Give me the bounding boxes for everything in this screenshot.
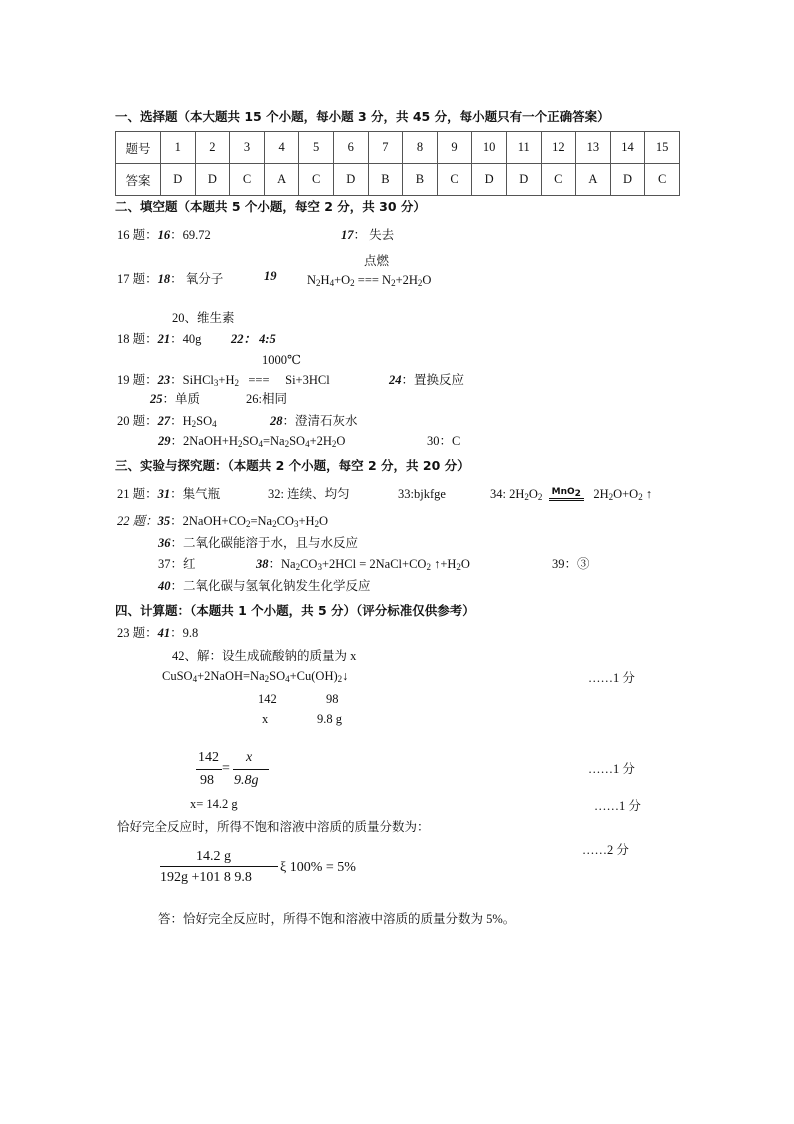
blank-29-answer: ：$2NaOH+H_2SO_4=Na_2SO_4+2H_2O$ xyxy=(170,434,346,449)
frac-numerator-x: x xyxy=(246,750,253,765)
blank-20: 20、维生素 xyxy=(172,311,235,325)
solution-intro: 42、解：设生成硫酸钠的质量为 x xyxy=(172,649,357,663)
blank-22-answer: ： 4:5 xyxy=(243,332,276,346)
score-1: ……1 分 xyxy=(588,671,635,685)
blank-17-answer: ： 失去 xyxy=(353,228,395,242)
q22-label: 22 题： xyxy=(117,514,158,528)
blank-41-answer: ：9.8 xyxy=(170,626,199,640)
blank-34: 34: $2H_2O_2$ MnO$_2$ $2H_2O+O_2$ ↑ xyxy=(490,487,653,502)
answer-cell: C xyxy=(299,164,334,196)
section1-title: 一、选择题（本大题共 15 个小题，每小题 3 分，共 45 分，每小题只有一个正确答案） xyxy=(115,109,610,124)
q19-label: 19 题： xyxy=(117,373,158,387)
q20-label: 20 题： xyxy=(117,414,158,428)
answer-cell: D xyxy=(610,164,645,196)
blank-26: 26:相同 xyxy=(246,392,287,406)
question-number-cell: 2 xyxy=(195,132,230,164)
x-value: x= 14.2 g xyxy=(190,797,238,811)
blank-22 xyxy=(231,333,276,346)
blank-35-number: 35 xyxy=(157,514,171,528)
blank-29 xyxy=(158,435,345,448)
score-3: ……1 分 xyxy=(594,799,641,813)
fraction-bar-right xyxy=(233,769,269,770)
blank-39: 39：③ xyxy=(552,557,590,571)
blank-27-number: 27 xyxy=(157,414,171,428)
question-number-cell: 15 xyxy=(645,132,680,164)
frac-denominator-98: 98 xyxy=(200,773,214,788)
mass-142: 142 xyxy=(258,692,277,706)
blank-40 xyxy=(158,580,371,593)
table-row xyxy=(116,132,680,164)
frac-numerator-142: 142 xyxy=(198,750,219,765)
answer-cell: D xyxy=(195,164,230,196)
mass-9-8g: 9.8 g xyxy=(317,712,342,726)
q16-label: 16 题： xyxy=(117,228,158,242)
blank-18-answer: ： 氧分子 xyxy=(170,272,224,286)
table-row xyxy=(116,164,680,196)
blank-30: 30：C xyxy=(427,434,461,448)
answer-cell: D xyxy=(506,164,541,196)
blank-23-number: 23 xyxy=(157,373,171,387)
blank-21-number: 21 xyxy=(157,332,171,346)
blank-24-answer: ：置换反应 xyxy=(401,373,465,387)
blank-25 xyxy=(150,393,200,406)
blank-40-number: 40 xyxy=(158,579,171,593)
question-number-cell: 3 xyxy=(230,132,265,164)
calc-denominator: 192g +101 8 9.8 xyxy=(160,870,252,885)
blank-19-equation: $N_2H_4+O_2$ === $N_2+2H_2O$ xyxy=(307,273,432,288)
blank-24-number: 24 xyxy=(389,373,402,387)
answer-cell: D xyxy=(472,164,507,196)
calc-numerator: 14.2 g xyxy=(196,849,231,864)
row-label-number: 题号 xyxy=(116,132,161,164)
mass-x: x xyxy=(262,712,269,726)
answer-cell: A xyxy=(576,164,611,196)
blank-35-answer: ：$2NaOH+CO_2=Na_2CO_3+H_2O$ xyxy=(170,514,329,529)
blank-17-number: 17 xyxy=(341,228,354,242)
final-answer: 答：恰好完全反应时，所得不饱和溶液中溶质的质量分数为 5%。 xyxy=(158,912,516,926)
section2-title: 二、填空题（本题共 5 个小题，每空 2 分，共 30 分） xyxy=(115,199,426,214)
fraction-bar-left xyxy=(196,769,222,770)
q19-line xyxy=(117,374,330,387)
blank-16-answer: ：69.72 xyxy=(170,228,211,242)
answer-table xyxy=(115,131,680,196)
blank-38-number: 38 xyxy=(256,557,269,571)
blank-37: 37：红 xyxy=(158,557,196,571)
score-4: ……2 分 xyxy=(582,843,629,857)
blank-31-number: 31 xyxy=(157,487,171,501)
answer-cell: A xyxy=(264,164,299,196)
blank-38 xyxy=(256,558,470,571)
blank-27-answer: ：$H_2SO_4$ xyxy=(170,414,217,429)
blank-19-number: 19 xyxy=(264,269,277,283)
question-number-cell: 9 xyxy=(437,132,472,164)
blank-25-number: 25 xyxy=(150,392,163,406)
answer-cell: C xyxy=(230,164,265,196)
blank-28-answer: ：澄清石灰水 xyxy=(282,414,358,428)
blank-22-number: 22 xyxy=(231,332,244,346)
calc-result: ξ 100% = 5% xyxy=(280,860,356,875)
blank-21-answer: ：40g xyxy=(170,332,202,346)
question-number-cell: 8 xyxy=(403,132,438,164)
blank-16-number: 16 xyxy=(157,228,171,242)
row-label-answer: 答案 xyxy=(116,164,161,196)
q16-line xyxy=(117,229,211,242)
frac-denominator-9-8g: 9.8g xyxy=(234,773,259,788)
blank-33: 33:bjkfge xyxy=(398,487,446,501)
question-number-cell: 1 xyxy=(161,132,196,164)
blank-17 xyxy=(341,229,394,242)
question-number-cell: 14 xyxy=(610,132,645,164)
answer-cell: D xyxy=(161,164,196,196)
answer-cell: C xyxy=(541,164,576,196)
blank-29-number: 29 xyxy=(158,434,171,448)
question-number-cell: 5 xyxy=(299,132,334,164)
blank-28 xyxy=(270,415,358,428)
blank-36 xyxy=(158,537,358,550)
answer-cell: C xyxy=(645,164,680,196)
mass-98: 98 xyxy=(326,692,339,706)
q17-label: 17 题： xyxy=(117,272,158,286)
frac-equals: = xyxy=(222,761,230,776)
blank-36-number: 36 xyxy=(158,536,171,550)
score-2: ……1 分 xyxy=(588,762,635,776)
q21-line xyxy=(117,488,220,501)
percentage-statement: 恰好完全反应时，所得不饱和溶液中溶质的质量分数为： xyxy=(117,820,430,834)
question-number-cell: 11 xyxy=(506,132,541,164)
reaction-condition-1000c: 1000℃ xyxy=(262,353,301,367)
q18-label: 18 题： xyxy=(117,332,158,346)
q20-line xyxy=(117,415,217,428)
catalyst-mno2: MnO$_2$ xyxy=(549,488,584,501)
blank-28-number: 28 xyxy=(270,414,283,428)
q21-label: 21 题： xyxy=(117,487,158,501)
blank-36-answer: ：二氧化碳能溶于水，且与水反应 xyxy=(170,536,359,550)
calc-fraction-bar xyxy=(160,866,278,867)
blank-18-number: 18 xyxy=(157,272,171,286)
blank-24 xyxy=(389,374,464,387)
blank-23-answer: ：$SiHCl_3+H_2$ === Si+3HCl xyxy=(170,373,330,388)
question-number-cell: 13 xyxy=(576,132,611,164)
blank-38-answer: ：$Na_2CO_3+2HCl$ = $2NaCl+CO_2$ $↑+H_2O$ xyxy=(268,557,470,572)
question-number-cell: 10 xyxy=(472,132,507,164)
reaction-condition-ignite: 点燃 xyxy=(364,254,390,268)
section4-title: 四、计算题：（本题共 1 个小题，共 5 分）（评分标准仅供参考） xyxy=(115,603,475,618)
question-number-cell: 6 xyxy=(333,132,368,164)
question-number-cell: 12 xyxy=(541,132,576,164)
blank-41-number: 41 xyxy=(157,626,171,640)
answer-cell: C xyxy=(437,164,472,196)
blank-31-answer: ：集气瓶 xyxy=(170,487,221,501)
q22-line xyxy=(117,515,328,528)
question-number-cell: 7 xyxy=(368,132,403,164)
answer-cell: B xyxy=(403,164,438,196)
answer-cell: B xyxy=(368,164,403,196)
section3-title: 三、实验与探究题：（本题共 2 个小题，每空 2 分，共 20 分） xyxy=(115,458,470,473)
blank-40-answer: ：二氧化碳与氢氧化钠发生化学反应 xyxy=(170,579,371,593)
q17-line xyxy=(117,273,223,286)
q23-line xyxy=(117,627,198,640)
blank-32: 32: 连续、均匀 xyxy=(268,487,350,501)
q18-line xyxy=(117,333,201,346)
blank-25-answer: ：单质 xyxy=(162,392,201,406)
q23-label: 23 题： xyxy=(117,626,158,640)
answer-cell: D xyxy=(333,164,368,196)
reaction-equation: $CuSO_4+2NaOH=Na_2SO_4+Cu(OH)_2↓$ xyxy=(162,669,349,684)
question-number-cell: 4 xyxy=(264,132,299,164)
